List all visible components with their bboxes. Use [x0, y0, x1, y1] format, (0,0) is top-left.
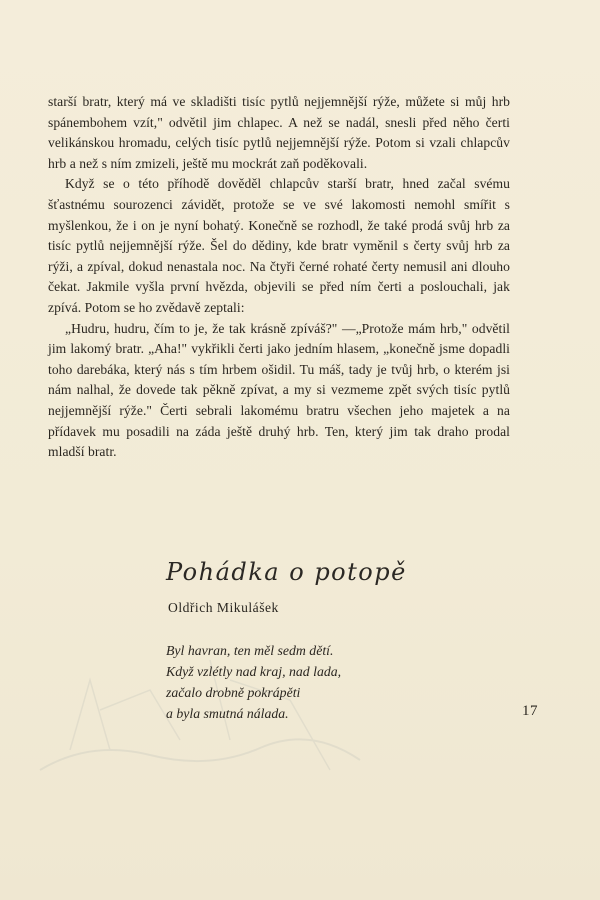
paragraph-2: Když se o této příhodě dověděl chlapcův starší bratr, hned začal svému šťastnému sourozenci závidět, protože se ve své lakomosti nemohl smířit s myšlenkou, že i on je nyní bohatý. Konečně se rozhodl, že také prodá svůj hrb za tisíc pytlů nejjemnější rýže. Šel do dědiny, kde bratr vyměnil s čerty svůj hrb za rýži, a zpíval, dokud nenastala noc. Na čtyři černé rohaté čerty nemusil ani dlouho čekat. Jakmile vyšla první hvězda, objevili se před ním čerti a poslouchali, jak zpívá. Potom se ho zvědavě zeptali:	[48, 176, 510, 315]
paragraph-3: „Hudru, hudru, čím to je, že tak krásně zpíváš?" —„Protože mám hrb," odvětil jim lakomý bratr. „Aha!" vykřikli čerti jako jedním hlasem, „konečně jsme dopadli toho darebáka, který nás s tím hrbem ošidil. Tu máš, tady je tvůj hrb, o kterém jsi nám nalhal, že dovede tak pěkně zpívat, a my si vezmeme zpět svých tisíc pytlů nejjemnější rýže." Čerti sebrali lakomému bratru všechen jeho majetek a na přídavek mu posadili na záda ještě druhý hrb. Ten, který jim tak draho prodal mladší bratr.	[48, 320, 510, 460]
story-text	[48, 92, 510, 463]
poem-line: Když vzlétly nad kraj, nad lada,	[166, 664, 342, 679]
author-name: Oldřich Mikulášek	[168, 600, 279, 615]
story-title-text: Pohádka o potopě	[166, 558, 407, 586]
paragraph-1: starší bratr, který má ve skladišti tisíc pytlů nejjemnější rýže, můžete si můj hrb spánembohem vzít," odvětil jim chlapec. A než se nadál, snesli před něho čerti velikánskou hromadu, celých tisíc pytlů nejjemnější rýže. Potom si vzali chlapcův hrb a než s ním zmizeli, ještě mu mockrát zaň poděkovali.	[48, 94, 510, 171]
poem-line: Byl havran, ten měl sedm dětí.	[166, 643, 334, 658]
story-title	[166, 558, 407, 598]
poem-line: a byla smutná nálada.	[166, 706, 289, 721]
page-number: 17	[522, 703, 538, 719]
poem-line: začalo drobně pokrápěti	[166, 685, 301, 700]
poem-stanza	[166, 640, 341, 724]
